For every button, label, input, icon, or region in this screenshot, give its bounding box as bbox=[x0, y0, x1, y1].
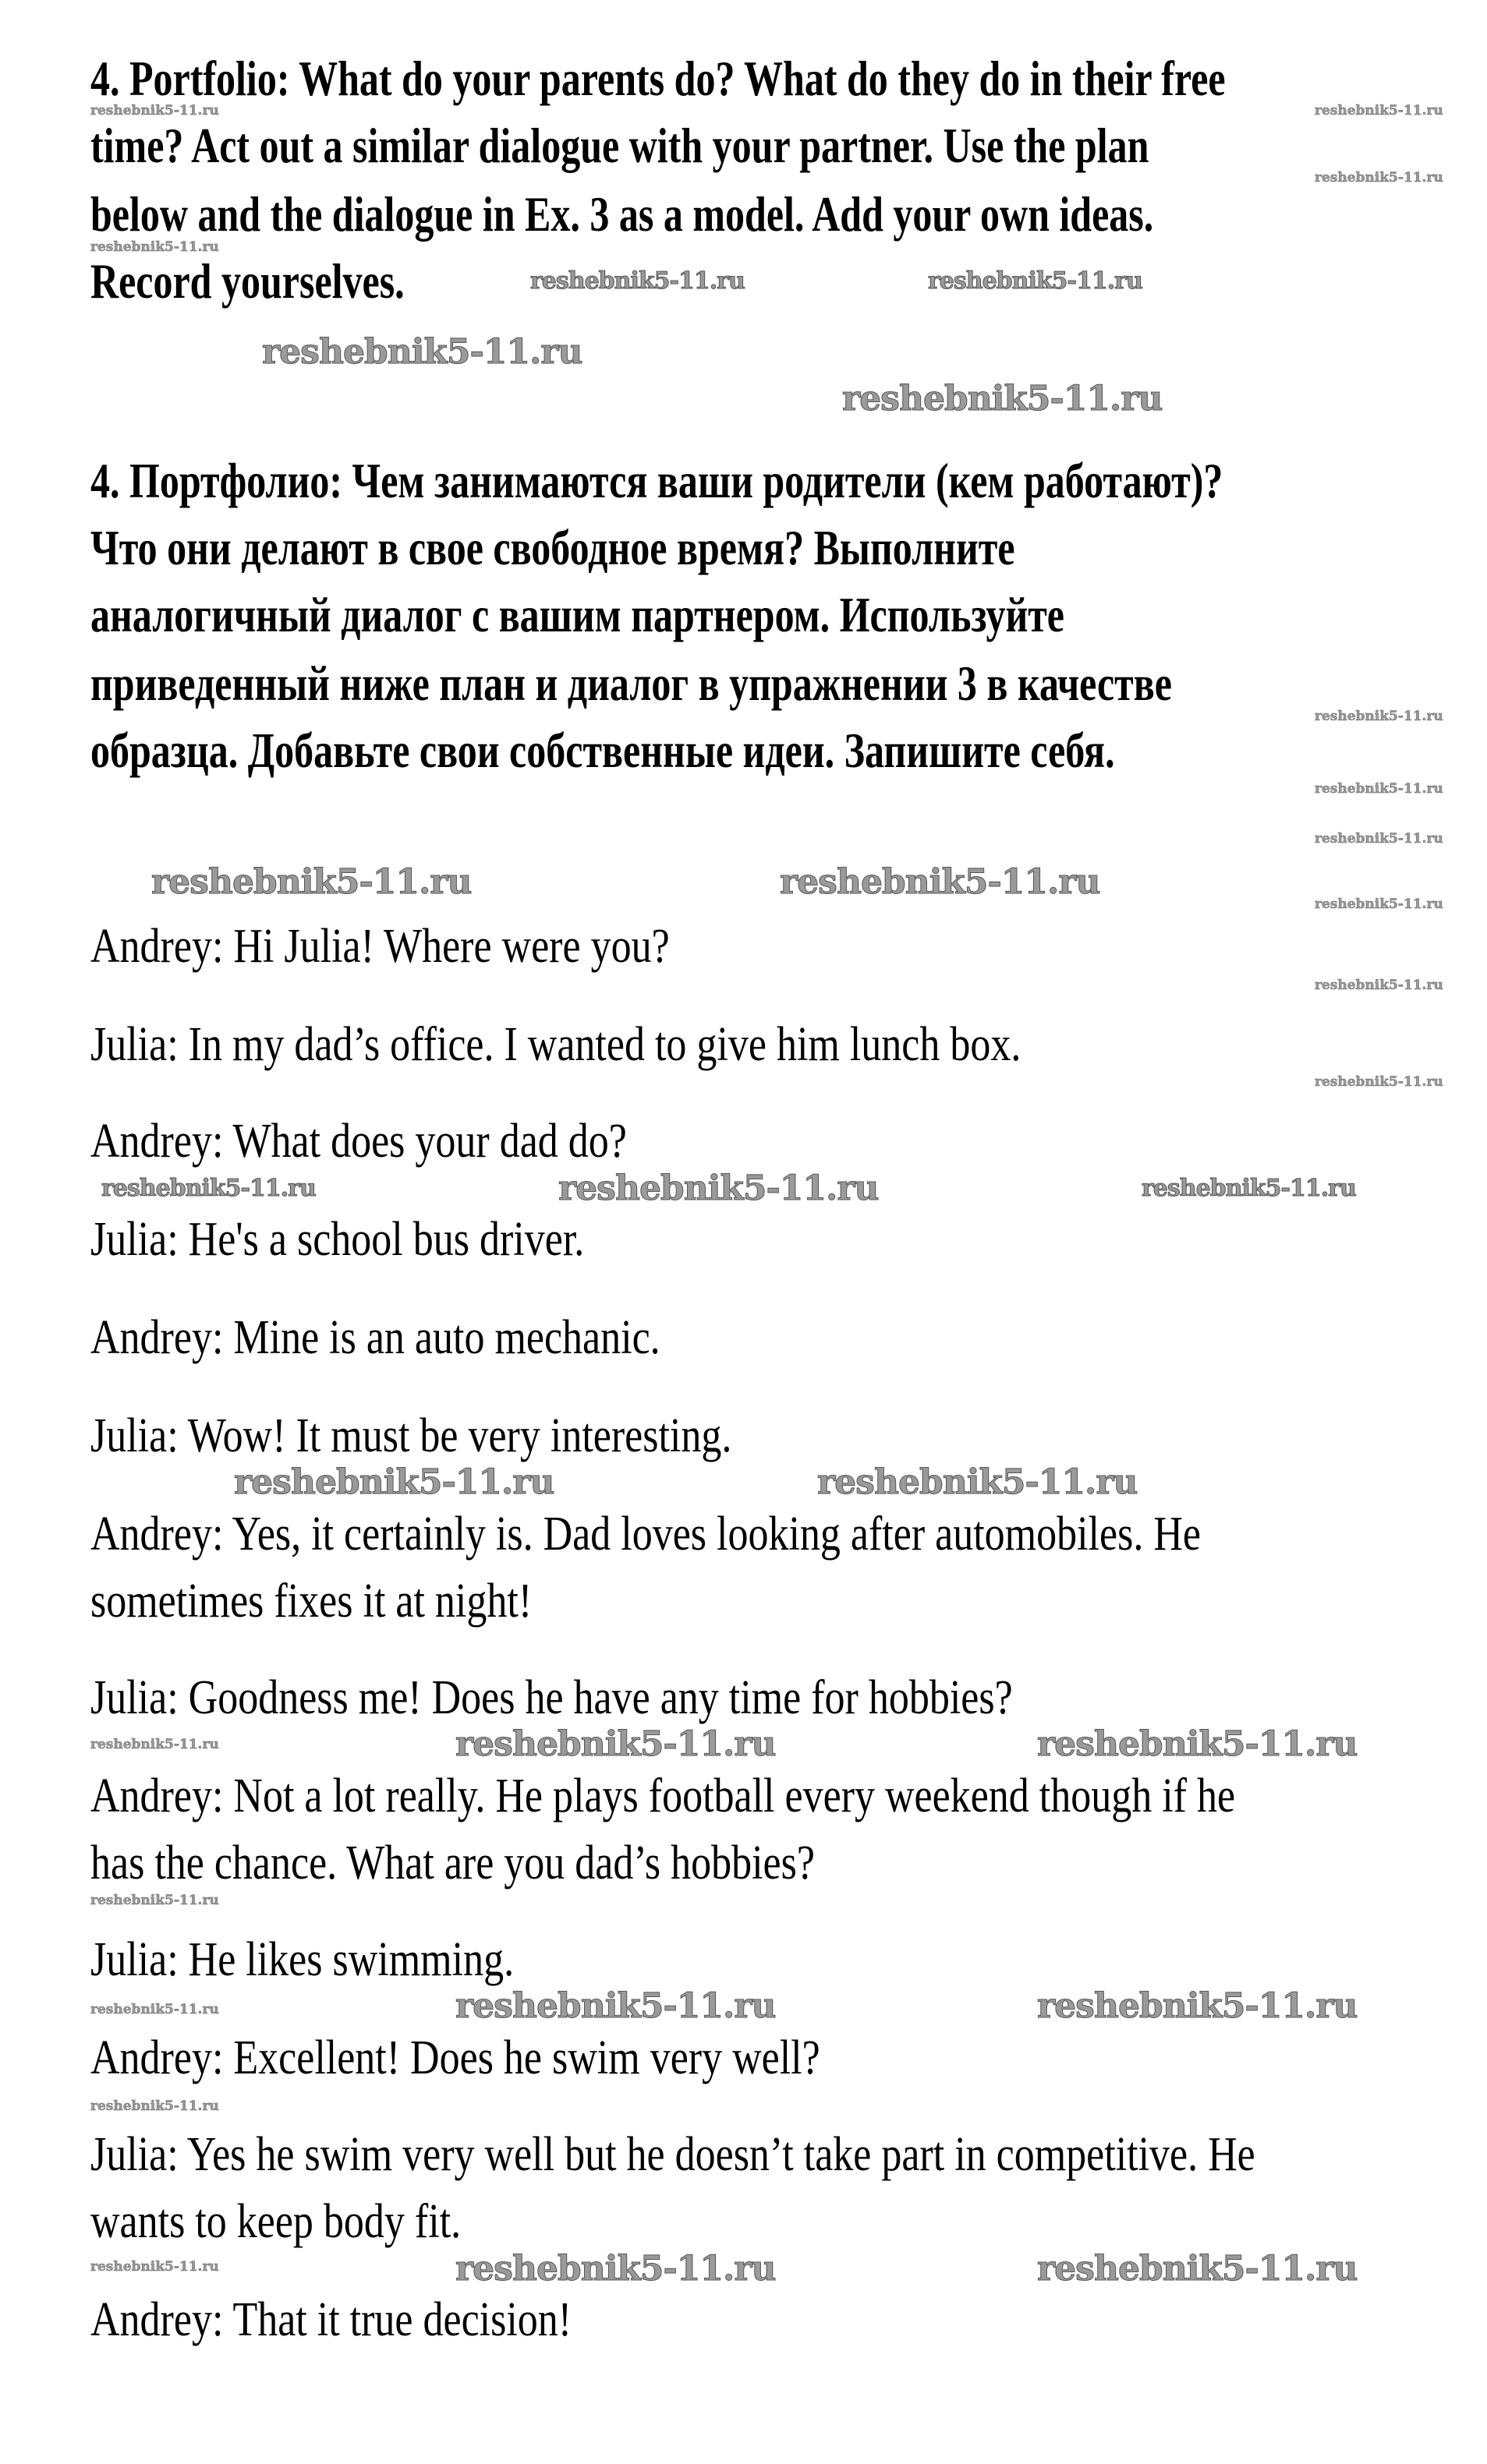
dialogue-line: Andrey: That it true decision! bbox=[90, 2293, 572, 2347]
task-en-line: time? Act out a similar dialogue with your partner. Use the plan bbox=[90, 117, 1149, 173]
task-ru-line: Что они делают в свое свободное время? Выполните bbox=[90, 519, 1015, 575]
watermark: reshebnik5-11.ru bbox=[90, 2259, 219, 2275]
dialogue-line: Andrey: Excellent! Does he swim very well? bbox=[90, 2031, 820, 2085]
dialogue-line: Andrey: Not a lot really. He plays football every weekend though if he bbox=[90, 1769, 1236, 1823]
dialogue-line: Julia: He likes swimming. bbox=[90, 1933, 515, 1987]
watermark: reshebnik5-11.ru bbox=[101, 1175, 316, 1202]
task-ru-line: образца. Добавьте свои собственные идеи. Запишите себя. bbox=[90, 722, 1115, 778]
watermark: reshebnik5-11.ru bbox=[1037, 2249, 1358, 2289]
watermark: reshebnik5-11.ru bbox=[558, 1168, 879, 1208]
watermark: reshebnik5-11.ru bbox=[1037, 1724, 1358, 1764]
dialogue-line: sometimes fixes it at night! bbox=[90, 1575, 533, 1628]
dialogue-line: Andrey: Hi Julia! Where were you? bbox=[90, 920, 670, 974]
watermark: reshebnik5-11.ru bbox=[928, 267, 1142, 295]
watermark: reshebnik5-11.ru bbox=[817, 1462, 1138, 1502]
watermark: reshebnik5-11.ru bbox=[1315, 103, 1443, 118]
watermark: reshebnik5-11.ru bbox=[780, 862, 1100, 902]
watermark: reshebnik5-11.ru bbox=[1315, 781, 1443, 797]
watermark: reshebnik5-11.ru bbox=[1315, 709, 1443, 724]
watermark: reshebnik5-11.ru bbox=[1315, 1074, 1443, 1090]
watermark: reshebnik5-11.ru bbox=[1315, 896, 1443, 912]
watermark: reshebnik5-11.ru bbox=[455, 2249, 776, 2289]
watermark: reshebnik5-11.ru bbox=[262, 332, 582, 372]
watermark: reshebnik5-11.ru bbox=[1037, 1986, 1358, 2026]
task-ru-line: приведенный ниже план и диалог в упражнении 3 в качестве bbox=[90, 655, 1172, 711]
watermark: reshebnik5-11.ru bbox=[90, 103, 219, 118]
dialogue-line: Julia: Wow! It must be very interesting. bbox=[90, 1409, 732, 1463]
watermark: reshebnik5-11.ru bbox=[1142, 1175, 1356, 1202]
dialogue-line: Andrey: Mine is an auto mechanic. bbox=[90, 1311, 660, 1365]
watermark: reshebnik5-11.ru bbox=[455, 1986, 776, 2026]
dialogue-line: Julia: Yes he swim very well but he doesn’t take part in competitive. He bbox=[90, 2128, 1255, 2182]
watermark: reshebnik5-11.ru bbox=[151, 862, 472, 902]
dialogue-line: Julia: Goodness me! Does he have any time for hobbies? bbox=[90, 1671, 1013, 1725]
watermark: reshebnik5-11.ru bbox=[842, 379, 1163, 419]
watermark: reshebnik5-11.ru bbox=[1315, 977, 1443, 993]
watermark: reshebnik5-11.ru bbox=[1315, 170, 1443, 186]
task-ru-line: аналогичный диалог с вашим партнером. Используйте bbox=[90, 586, 1064, 642]
dialogue-line: Julia: In my dad’s office. I wanted to give him lunch box. bbox=[90, 1018, 1021, 1072]
task-en-line: below and the dialogue in Ex. 3 as a model. Add your own ideas. bbox=[90, 186, 1154, 242]
watermark: reshebnik5-11.ru bbox=[90, 2098, 219, 2114]
watermark: reshebnik5-11.ru bbox=[1315, 831, 1443, 847]
watermark: reshebnik5-11.ru bbox=[234, 1462, 554, 1502]
watermark: reshebnik5-11.ru bbox=[90, 239, 219, 255]
dialogue-line: Andrey: What does your dad do? bbox=[90, 1115, 627, 1168]
watermark: reshebnik5-11.ru bbox=[90, 1893, 219, 1908]
dialogue-line: Andrey: Yes, it certainly is. Dad loves looking after automobiles. He bbox=[90, 1508, 1201, 1561]
dialogue-line: wants to keep body fit. bbox=[90, 2195, 462, 2249]
dialogue-line: Julia: He's a school bus driver. bbox=[90, 1213, 585, 1267]
watermark: reshebnik5-11.ru bbox=[530, 267, 745, 295]
watermark: reshebnik5-11.ru bbox=[455, 1724, 776, 1764]
task-en-line: 4. Portfolio: What do your parents do? What do they do in their free bbox=[90, 50, 1226, 106]
watermark: reshebnik5-11.ru bbox=[90, 1737, 219, 1752]
task-ru-line: 4. Портфолио: Чем занимаются ваши родители (кем работают)? bbox=[90, 452, 1223, 508]
dialogue-line: has the chance. What are you dad’s hobbies? bbox=[90, 1837, 815, 1890]
task-en-line: Record yourselves. bbox=[90, 253, 405, 309]
watermark: reshebnik5-11.ru bbox=[90, 2002, 219, 2017]
